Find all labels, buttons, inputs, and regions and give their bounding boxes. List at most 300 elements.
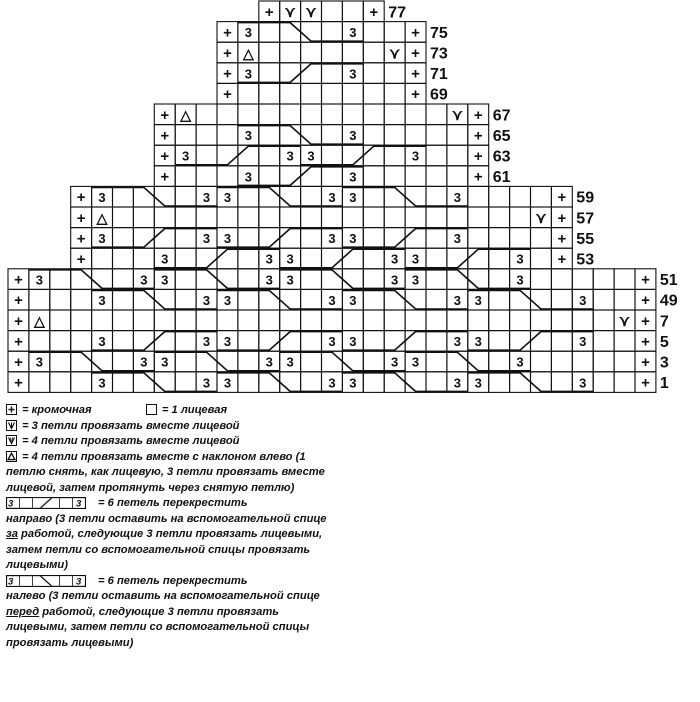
grid-cell — [322, 351, 343, 372]
edge-stitch-mark: + — [411, 65, 420, 83]
grid-cell — [196, 125, 217, 146]
grid-cell — [154, 207, 175, 228]
grid-cell — [238, 145, 259, 166]
edge-stitch-mark: + — [264, 3, 274, 21]
grid-cell — [384, 145, 405, 166]
grid-cell — [551, 372, 572, 393]
row-number-labels — [388, 4, 678, 392]
grid-cell — [468, 269, 489, 290]
grid-cell — [217, 207, 238, 228]
k4tog-left-icon — [6, 451, 17, 462]
grid-cell — [363, 104, 384, 125]
grid-cell — [196, 145, 217, 166]
cable-mark: 3 — [161, 272, 169, 288]
grid-cell — [196, 207, 217, 228]
grid-cell — [154, 228, 175, 249]
grid-cell — [363, 186, 384, 207]
cable-mark: 3 — [98, 189, 106, 205]
grid-cell — [322, 83, 343, 104]
edge-stitch-mark: + — [14, 354, 23, 371]
grid-cell — [133, 228, 154, 249]
grid-cell — [238, 351, 259, 372]
cable-mark: 3 — [98, 375, 106, 391]
cable-mark: 3 — [140, 354, 148, 370]
grid-cell — [342, 207, 363, 228]
grid-cell — [175, 207, 196, 228]
grid-cell — [175, 372, 196, 393]
cable-mark: 3 — [265, 354, 273, 370]
legend-k3tog-text: = 3 петли провязать вместе лицевой — [22, 419, 240, 432]
grid-cell — [175, 289, 196, 310]
grid-cell — [405, 310, 426, 331]
cable-mark: 3 — [98, 292, 106, 308]
edge-stitch-mark: + — [557, 189, 567, 207]
grid-cell — [92, 248, 113, 269]
legend-k4tog-text: = 4 петли провязать вместе лицевой — [22, 435, 240, 447]
grid-cell — [363, 145, 384, 166]
grid-cell — [322, 1, 343, 22]
grid-cell — [489, 269, 510, 290]
legend-cable-left-head: = 6 петель перекрестить — [98, 574, 248, 587]
grid-cell — [301, 42, 322, 63]
cable-mark: 3 — [328, 375, 336, 391]
grid-cell — [426, 372, 447, 393]
grid-cell — [384, 331, 405, 352]
cable-mark: 3 — [474, 375, 482, 391]
grid-cell — [175, 125, 196, 146]
row-number: 67 — [492, 107, 511, 125]
edge-stitch-mark: + — [411, 86, 420, 104]
grid-cell — [217, 351, 238, 372]
grid-cell — [301, 125, 322, 146]
grid-cell — [175, 166, 196, 187]
k3tog-mark: ⋎ — [284, 4, 296, 22]
grid-cell — [531, 372, 552, 393]
grid-cell — [92, 310, 113, 331]
grid-cell — [238, 104, 259, 125]
grid-cell — [426, 248, 447, 269]
grid-cell — [363, 125, 384, 146]
grid-cell — [71, 372, 92, 393]
grid-cell — [531, 289, 552, 310]
grid-cell — [593, 289, 614, 310]
grid-cell — [113, 351, 134, 372]
cable-mark: 3 — [474, 292, 482, 308]
grid-cell — [384, 228, 405, 249]
cable-mark: 3 — [223, 189, 232, 205]
edge-stitch-mark: + — [76, 251, 86, 268]
grid-cell — [280, 289, 301, 310]
grid-cell — [259, 83, 280, 104]
grid-cell — [447, 310, 468, 331]
grid-cell — [531, 351, 552, 372]
grid-cell — [363, 63, 384, 84]
cable-mark: 3 — [516, 354, 524, 370]
grid-cell — [384, 166, 405, 187]
legend-edge-text: = кромочная — [22, 404, 92, 416]
grid-cell — [593, 372, 614, 393]
grid-cell — [113, 269, 134, 290]
grid-cell — [489, 331, 510, 352]
grid-cell — [113, 186, 134, 207]
cable-mark: 3 — [223, 334, 232, 350]
edge-stitch-mark: + — [411, 24, 420, 42]
grid-cell — [342, 145, 363, 166]
chart-symbols — [14, 4, 650, 392]
k4tog-mark: ⋎ — [451, 107, 463, 125]
grid-cell — [363, 372, 384, 393]
edge-stitch-mark: + — [369, 3, 379, 21]
grid-cell — [510, 228, 531, 249]
cable-mark: 3 — [349, 25, 357, 41]
cable-left-icon — [6, 575, 86, 587]
cable-mark: 3 — [453, 334, 461, 350]
cable-mark: 3 — [202, 292, 211, 308]
grid-cell — [259, 63, 280, 84]
cable-mark: 3 — [349, 169, 357, 185]
cable-mark: 3 — [244, 128, 252, 144]
grid-cell — [238, 331, 259, 352]
grid-cell — [447, 351, 468, 372]
edge-stitch-mark: + — [557, 251, 567, 268]
grid-cell — [29, 372, 50, 393]
grid-cell — [259, 186, 280, 207]
grid-cell — [363, 22, 384, 43]
grid-cell — [489, 228, 510, 249]
grid-cell — [531, 248, 552, 269]
edge-stitch-mark: + — [641, 333, 650, 351]
grid-cell — [489, 186, 510, 207]
grid-cell — [154, 310, 175, 331]
edge-stitch-mark: + — [14, 271, 23, 289]
cable-mark: 3 — [223, 292, 232, 308]
grid-cell — [29, 331, 50, 352]
grid-cell — [405, 331, 426, 352]
row-number: 57 — [576, 210, 595, 228]
grid-cell — [238, 207, 259, 228]
cable-mark: 3 — [579, 292, 587, 308]
grid-cell — [217, 310, 238, 331]
grid-cell — [280, 331, 301, 352]
cable-mark: 3 — [244, 169, 252, 185]
legend-cable-right-head: = 6 петель перекрестить — [98, 497, 248, 509]
grid-cell — [363, 248, 384, 269]
grid-cell — [113, 289, 134, 310]
grid-cell — [133, 331, 154, 352]
grid-cell — [301, 104, 322, 125]
row-number: 75 — [430, 24, 448, 42]
grid-cell — [363, 166, 384, 187]
cable-mark: 3 — [161, 354, 169, 370]
grid-cell — [426, 125, 447, 146]
grid-cell — [280, 166, 301, 187]
grid-cell — [280, 310, 301, 331]
grid-cell — [468, 351, 489, 372]
cable-mark: 3 — [286, 354, 294, 370]
cable-mark: 3 — [265, 251, 273, 267]
grid-cell — [301, 289, 322, 310]
grid-cell — [259, 228, 280, 249]
grid-cell — [259, 289, 280, 310]
grid-cell — [50, 289, 71, 310]
grid-cell — [238, 228, 259, 249]
grid-cell — [196, 269, 217, 290]
k4tog-left-mark: △ — [33, 313, 45, 330]
grid-cell — [113, 331, 134, 352]
grid-cell — [196, 248, 217, 269]
grid-cell — [572, 310, 593, 331]
grid-cell — [468, 186, 489, 207]
edge-stitch-mark: + — [223, 65, 232, 83]
grid-cell — [551, 269, 572, 290]
k4tog-mark: ⋎ — [305, 4, 317, 22]
grid-cell — [175, 310, 196, 331]
grid-cell — [238, 372, 259, 393]
k4tog-icon — [6, 435, 17, 446]
svg-text:3: 3 — [8, 576, 14, 587]
cable-mark: 3 — [391, 251, 399, 267]
row-number: 51 — [659, 272, 678, 290]
edge-stitch-icon — [6, 404, 17, 415]
grid-cell — [217, 145, 238, 166]
grid-cell — [342, 248, 363, 269]
row-number: 63 — [492, 148, 511, 166]
edge-stitch-mark: + — [14, 312, 23, 330]
legend-k4tog-left — [6, 450, 336, 497]
svg-text:3: 3 — [8, 498, 14, 509]
grid-cell — [468, 228, 489, 249]
grid-cell — [384, 310, 405, 331]
grid-cell — [405, 207, 426, 228]
grid-cell — [531, 310, 552, 331]
cable-mark: 3 — [265, 272, 273, 288]
grid-cell — [342, 1, 363, 22]
grid-cell — [342, 42, 363, 63]
grid-cell — [259, 331, 280, 352]
grid-cell — [280, 125, 301, 146]
edge-stitch-mark: + — [473, 106, 483, 124]
grid-cell — [384, 83, 405, 104]
grid-cell — [468, 310, 489, 331]
cable-mark: 3 — [328, 189, 336, 205]
grid-cell — [50, 269, 71, 290]
grid-cell — [405, 166, 426, 187]
cable-mark: 3 — [579, 375, 587, 391]
grid-cell — [50, 372, 71, 393]
grid-cell — [572, 351, 593, 372]
grid-cell — [405, 125, 426, 146]
row-number: 59 — [576, 189, 595, 207]
grid-cell — [29, 289, 50, 310]
cable-mark: 3 — [411, 354, 420, 370]
cable-mark: 3 — [35, 354, 43, 370]
edge-stitch-mark: + — [160, 127, 170, 145]
row-number: 61 — [492, 169, 511, 187]
grid-cell — [113, 228, 134, 249]
grid-cell — [405, 104, 426, 125]
grid-cell — [259, 125, 280, 146]
grid-cell — [342, 269, 363, 290]
grid-cell — [384, 372, 405, 393]
row-number: 65 — [492, 127, 511, 145]
grid-cell — [426, 310, 447, 331]
k4tog-left-mark: △ — [180, 107, 192, 124]
grid-cell — [405, 228, 426, 249]
grid-cell — [384, 104, 405, 125]
grid-cell — [238, 310, 259, 331]
grid-cell — [175, 228, 196, 249]
edge-stitch-mark: + — [160, 148, 170, 165]
chart-legend — [6, 403, 336, 651]
grid-cell — [384, 63, 405, 84]
grid-cell — [301, 269, 322, 290]
grid-cell — [322, 104, 343, 125]
grid-cell — [71, 269, 92, 290]
cable-mark: 3 — [202, 231, 211, 247]
grid-cell — [614, 289, 635, 310]
edge-stitch-mark: + — [76, 209, 86, 227]
grid-cell — [426, 269, 447, 290]
legend-cable-right-underlined: за — [6, 528, 18, 540]
cable-mark: 3 — [328, 231, 336, 247]
cable-right-icon — [6, 497, 86, 509]
svg-text:3: 3 — [76, 498, 82, 509]
cable-mark: 3 — [98, 231, 106, 247]
grid-cell — [133, 310, 154, 331]
grid-cell — [196, 104, 217, 125]
grid-cell — [71, 351, 92, 372]
row-number: 5 — [659, 333, 669, 351]
grid-cell — [301, 351, 322, 372]
legend-cable-right-text-1: направо (3 петли оставить на вспомогательной спице — [6, 512, 327, 525]
grid-cell — [113, 207, 134, 228]
grid-cell — [384, 186, 405, 207]
grid-cell — [593, 331, 614, 352]
row-number: 3 — [659, 354, 669, 372]
grid-cell — [322, 63, 343, 84]
legend-cable-left-text-1: налево (3 петли оставить на вспомогательной спице — [6, 590, 320, 602]
edge-stitch-mark: + — [641, 292, 650, 310]
grid-cell — [342, 104, 363, 125]
cable-mark: 3 — [453, 375, 461, 391]
grid-cell — [301, 248, 322, 269]
grid-cell — [217, 269, 238, 290]
cable-mark: 3 — [244, 66, 252, 82]
grid-cell — [301, 63, 322, 84]
legend-cable-right-text-2: работой, следующие 3 петли провязать лицевыми, затем петли со вспомогательной спицы провязать лицевыми) — [6, 528, 323, 571]
grid-cell — [489, 310, 510, 331]
grid-cell — [154, 372, 175, 393]
grid-cell — [259, 22, 280, 43]
row-number: 77 — [388, 4, 406, 22]
grid-cell — [238, 289, 259, 310]
edge-stitch-mark: + — [557, 230, 567, 248]
cable-mark: 3 — [474, 334, 482, 350]
edge-stitch-mark: + — [641, 374, 650, 392]
cable-mark: 3 — [349, 128, 357, 144]
legend-k4tog-left-text: = 4 петли провязать вместе с наклоном влево (1 петлю снять, как лицевую, 3 петли провязать вместе лицевой, затем протянуть через снятую петлю) — [6, 450, 325, 494]
cable-mark: 3 — [140, 272, 148, 288]
grid-cell — [175, 351, 196, 372]
grid-cell — [531, 269, 552, 290]
grid-cell — [447, 125, 468, 146]
grid-cell — [175, 186, 196, 207]
grid-cell — [363, 83, 384, 104]
grid-cell — [259, 104, 280, 125]
cable-mark: 3 — [579, 334, 587, 350]
grid-cell — [489, 207, 510, 228]
grid-cell — [614, 351, 635, 372]
grid-cell — [280, 22, 301, 43]
cable-mark: 3 — [349, 66, 357, 82]
grid-cell — [238, 83, 259, 104]
edge-stitch-mark: + — [473, 127, 483, 145]
grid-cell — [447, 207, 468, 228]
grid-cell — [301, 331, 322, 352]
grid-cell — [426, 207, 447, 228]
legend-cable-right — [6, 496, 336, 512]
grid-cell — [322, 166, 343, 187]
grid-cell — [280, 207, 301, 228]
edge-stitch-mark: + — [641, 312, 650, 330]
grid-cell — [301, 207, 322, 228]
grid-cell — [384, 289, 405, 310]
grid-cell — [593, 351, 614, 372]
grid-cell — [280, 228, 301, 249]
row-number: 53 — [576, 251, 595, 269]
grid-cell — [614, 372, 635, 393]
grid-cell — [280, 186, 301, 207]
edge-stitch-mark: + — [160, 106, 170, 124]
row-number: 69 — [430, 86, 448, 104]
cable-mark: 3 — [411, 272, 420, 288]
legend-cable-left-underlined: перед — [6, 605, 40, 618]
grid-cell — [280, 42, 301, 63]
row-number: 7 — [659, 313, 669, 331]
grid-cell — [551, 310, 572, 331]
cable-mark: 3 — [453, 189, 461, 205]
grid-cell — [217, 104, 238, 125]
grid-cell — [426, 145, 447, 166]
cable-mark: 3 — [286, 272, 294, 288]
grid-cell — [259, 207, 280, 228]
cable-mark: 3 — [391, 354, 399, 370]
svg-text:3: 3 — [76, 576, 82, 587]
cable-mark: 3 — [202, 375, 211, 391]
cable-mark: 3 — [349, 334, 357, 350]
grid-cell — [342, 351, 363, 372]
grid-cell — [447, 166, 468, 187]
grid-cell — [426, 228, 447, 249]
edge-stitch-mark: + — [14, 333, 23, 351]
cable-mark: 3 — [98, 334, 106, 350]
grid-cell — [363, 269, 384, 290]
legend-k3tog — [6, 419, 336, 435]
grid-cell — [259, 166, 280, 187]
k3tog-icon — [6, 420, 17, 431]
cable-mark: 3 — [411, 148, 420, 164]
edge-stitch-mark: + — [76, 230, 86, 248]
grid-cell — [468, 207, 489, 228]
edge-stitch-mark: + — [641, 271, 650, 289]
grid-cell — [426, 331, 447, 352]
grid-cell — [196, 351, 217, 372]
grid-cell — [280, 83, 301, 104]
cable-mark: 3 — [349, 231, 357, 247]
grid-cell — [405, 186, 426, 207]
grid-cell — [322, 207, 343, 228]
row-number: 55 — [576, 230, 595, 248]
